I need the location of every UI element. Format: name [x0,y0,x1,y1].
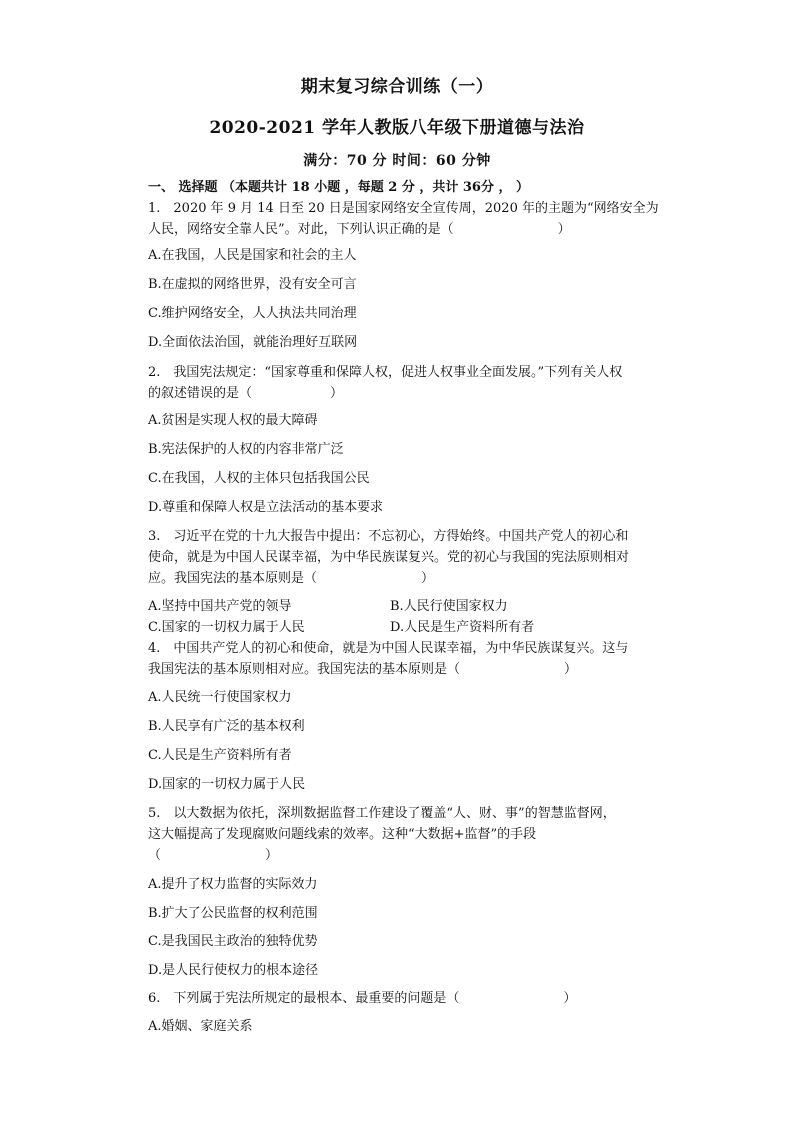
question-5-option-c: C.是我国民主政治的独特优势 [148,934,318,949]
question-5-option-a: A.提升了权力监督的实际效力 [148,877,318,892]
question-3-option-a: A.坚持中国共产党的领导 [148,599,292,614]
question-3-option-c: C.国家的一切权力属于人民 [148,620,305,635]
question-1-option-c: C.维护网络安全，人人执法共同治理 [148,306,357,321]
question-1-option-a: A.在我国，人民是国家和社会的主人 [148,248,357,263]
question-2-option-c: C.在我国，人权的主体只包括我国公民 [148,471,370,486]
question-6-stem-line-1: 6. 下列属于宪法所规定的最根本、最重要的问题是（ ） [148,991,577,1006]
question-4-stem-line-2: 我国宪法的基本原则相对应。我国宪法的基本原则是（ ） [148,662,578,677]
question-4-option-a: A.人民统一行使国家权力 [148,690,292,705]
question-5-stem-line-2: 这大幅提高了发现腐败问题线索的效率。这种“大数据+监督”的手段 [148,827,537,842]
question-4-option-b: B.人民享有广泛的基本权利 [148,719,305,734]
question-2-option-b: B.宪法保护的人权的内容非常广泛 [148,442,344,457]
question-2-stem-line-2: 的叙述错误的是（ ） [148,386,344,401]
question-5-stem-line-1: 5. 以大数据为依托，深圳数据监督工作建设了覆盖“人、财、事”的智慧监督网， [148,806,616,821]
exam-meta: 满分：70 分 时间：60 分钟 [303,153,491,169]
section-heading: 一、 选择题 （本题共计 18 小题 ，每题 2 分 ，共计 36分 ， ） [148,180,530,195]
document-title: 期末复习综合训练（一） [300,77,494,97]
question-5-stem-line-3: （ ） [148,848,279,863]
question-5-option-b: B.扩大了公民监督的权利范围 [148,906,318,921]
question-1-stem-line-1: 1. 2020 年 9 月 14 日至 20 日是国家网络安全宣传周，2020 年的主题为“网络安全为 [148,201,659,216]
question-3-option-b: B.人民行使国家权力 [390,599,508,614]
document-subtitle: 2020-2021 学年人教版八年级下册道德与法治 [209,118,585,138]
question-4-option-d: D.国家的一切权力属于人民 [148,777,306,792]
question-5-option-d: D.是人民行使权力的根本途径 [148,963,319,978]
question-2-option-a: A.贫困是实现人权的最大障碍 [148,413,318,428]
question-3-stem-line-2: 使命，就是为中国人民谋幸福，为中华民族谋复兴。党的初心与我国的宪法原则相对 [148,550,630,565]
question-4-option-c: C.人民是生产资料所有者 [148,748,292,763]
question-1-stem-line-2: 人民，网络安全靠人民”。对此，下列认识正确的是（ ） [148,222,571,237]
question-2-stem-line-1: 2. 我国宪法规定：“国家尊重和保障人权，促进人权事业全面发展。”下列有关人权 [148,365,623,380]
question-1-option-b: B.在虚拟的网络世界，没有安全可言 [148,277,357,292]
question-3-option-d: D.人民是生产资料所有者 [390,620,535,635]
question-2-option-d: D.尊重和保障人权是立法活动的基本要求 [148,500,384,515]
question-3-stem-line-1: 3. 习近平在党的十九大报告中提出：不忘初心，方得始终。中国共产党人的初心和 [148,529,629,544]
question-1-option-d: D.全面依法治国，就能治理好互联网 [148,335,358,350]
question-4-stem-line-1: 4. 中国共产党人的初心和使命，就是为中国人民谋幸福，为中华民族谋复兴。这与 [148,641,629,656]
question-3-stem-line-3: 应。我国宪法的基本原则是（ ） [148,571,435,586]
question-6-option-a: A.婚姻、家庭关系 [148,1019,253,1034]
